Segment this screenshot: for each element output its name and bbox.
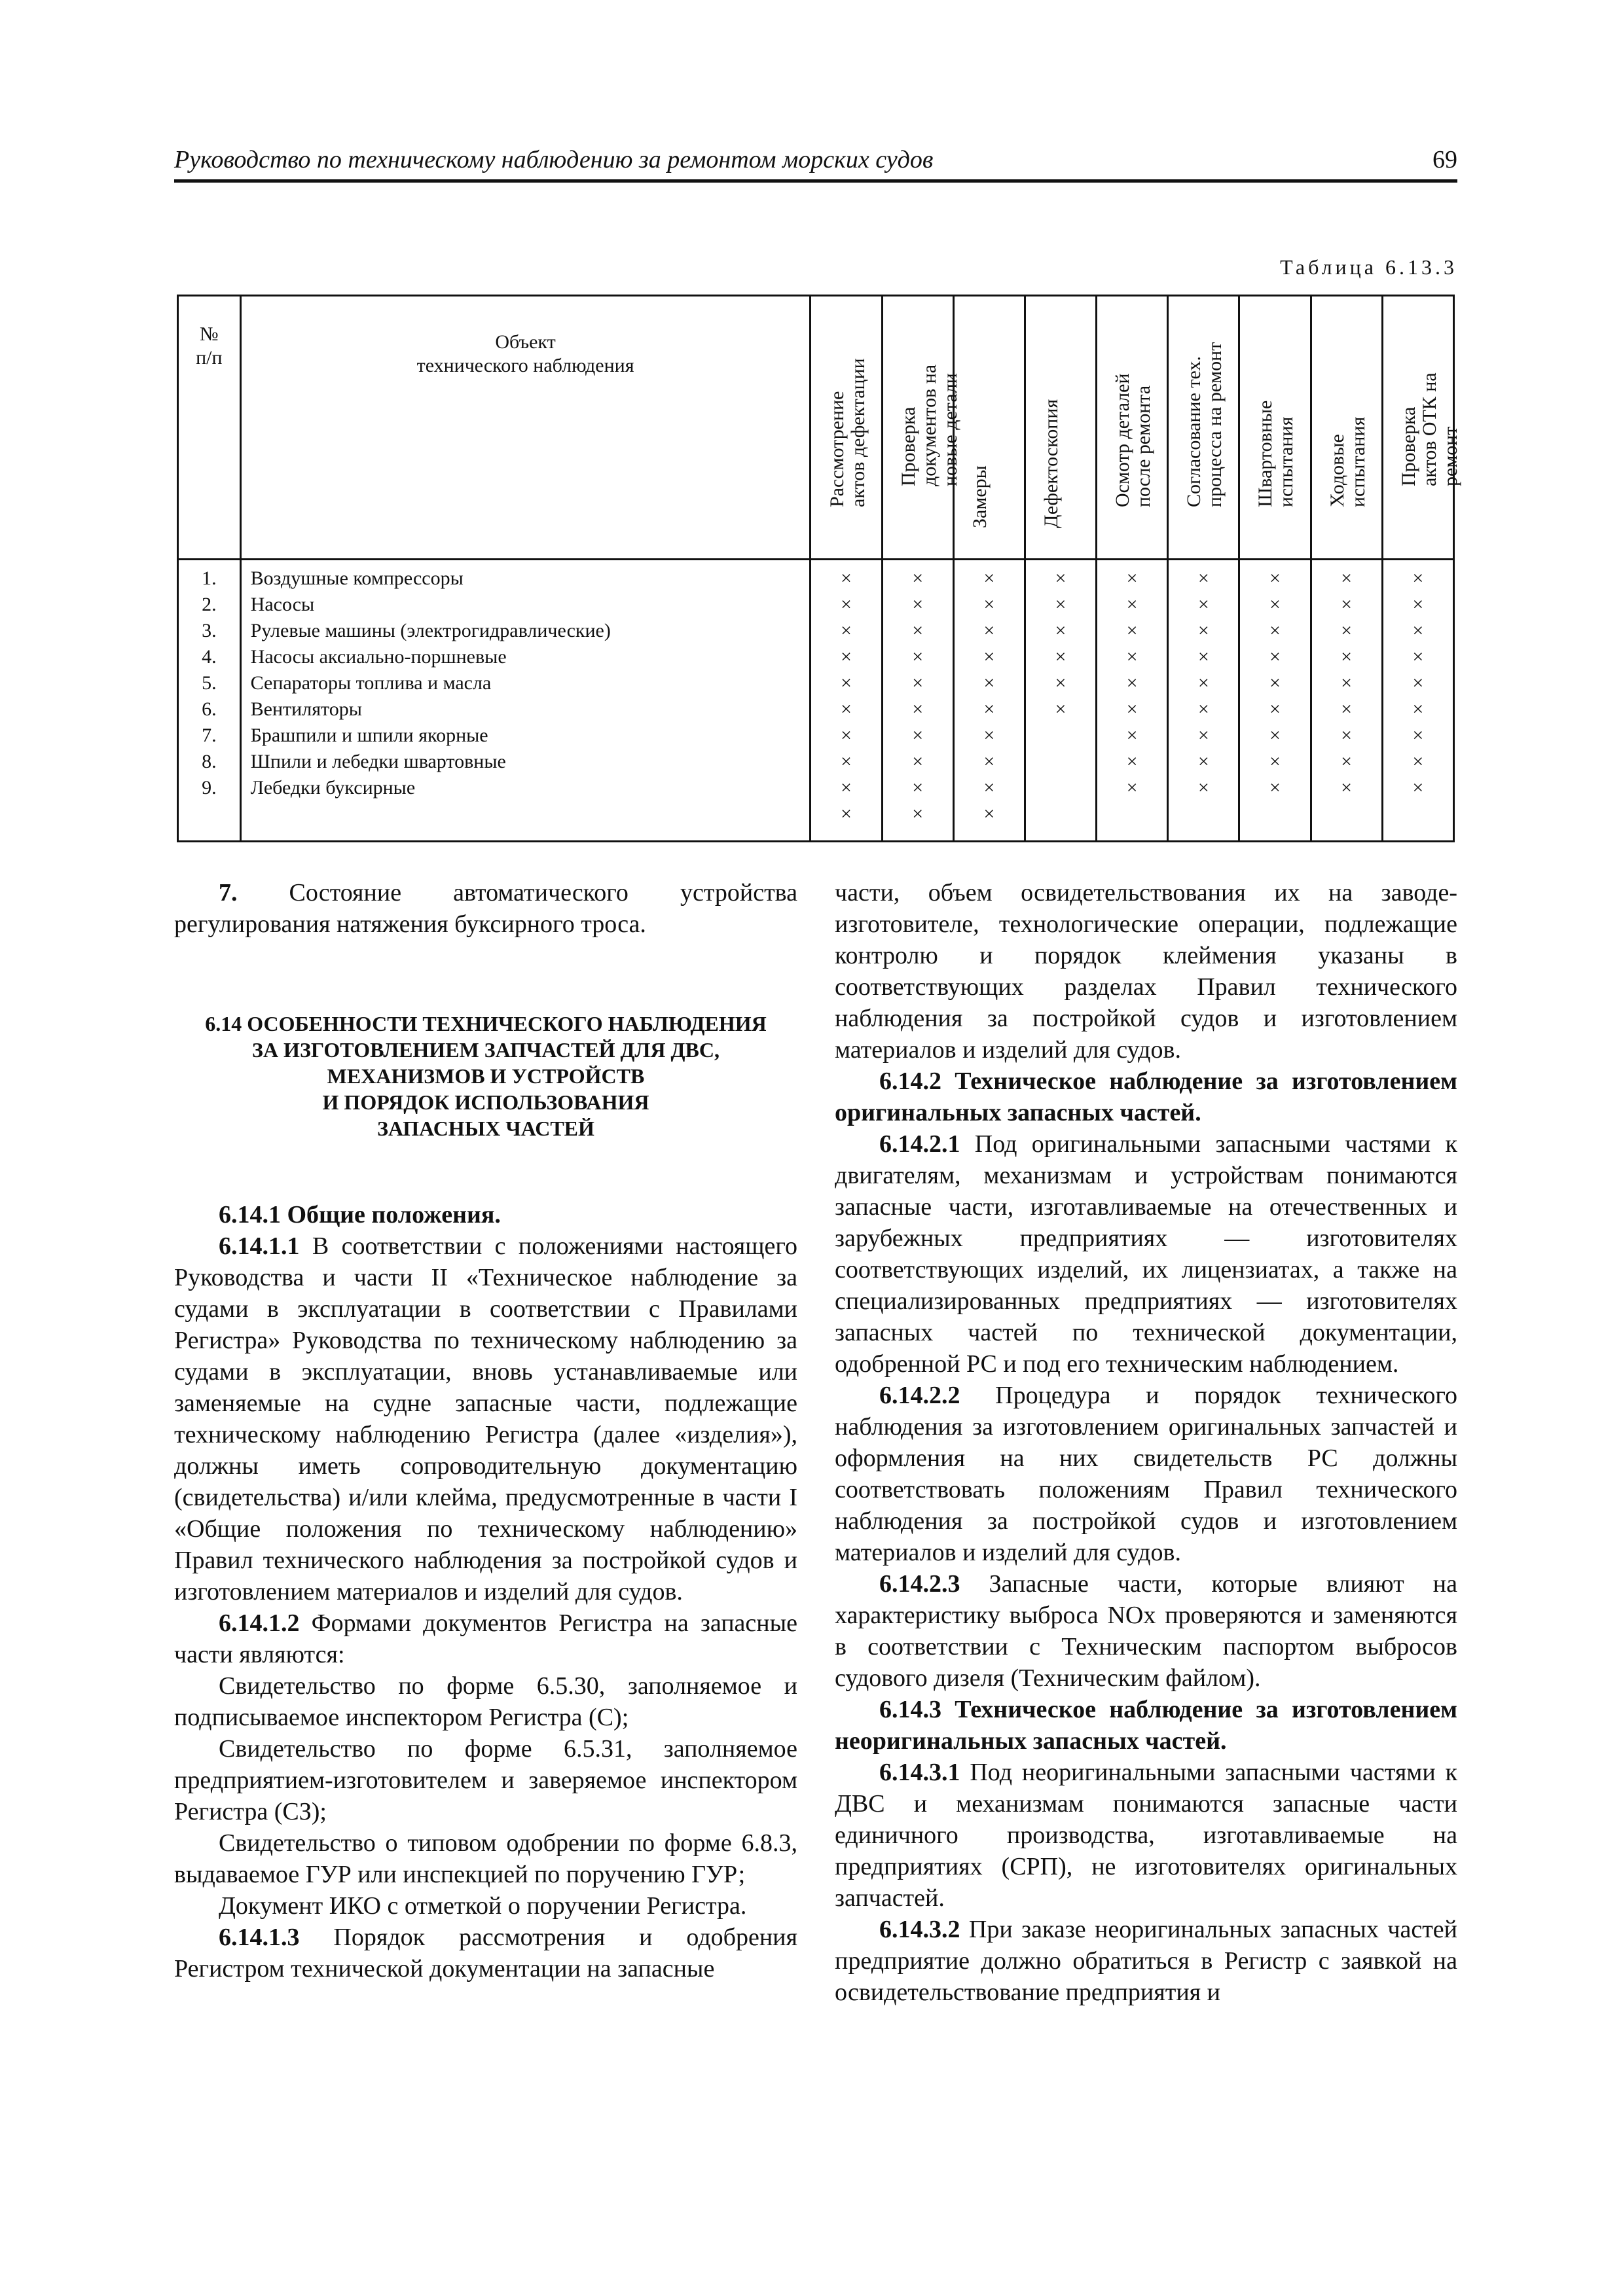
check-mark: ×	[1197, 620, 1209, 641]
mark-column	[1382, 560, 1453, 842]
check-mark: ×	[1341, 594, 1353, 615]
check-mark: ×	[1126, 725, 1138, 746]
check-mark: ×	[1412, 698, 1424, 720]
header-flaw-detection	[1025, 296, 1096, 560]
subsection-title-text: 6.14.1 Общие положения.	[219, 1201, 501, 1229]
header-object	[240, 296, 811, 560]
paragraph-6-14-2-1	[835, 1128, 1457, 1380]
check-mark: ×	[1197, 698, 1209, 720]
subsection-title-text: 6.14.3 Техническое наблюдение за изготовлением неоригинальных запасных частей.	[835, 1696, 1457, 1755]
check-mark: ×	[1055, 620, 1067, 641]
form-item: Свидетельство по форме 6.5.31, заполняемое предприятием-изготовителем и заверяемое инспектором Регистра (СЗ);	[174, 1735, 797, 1825]
header-line: новые детали	[939, 373, 961, 486]
header-number-line: п/п	[196, 347, 223, 368]
check-mark: ×	[1197, 672, 1209, 694]
check-mark: ×	[1126, 646, 1138, 668]
check-mark: ×	[912, 725, 924, 746]
row-number: 1.	[202, 567, 217, 589]
check-mark: ×	[983, 698, 995, 720]
check-mark: ×	[983, 672, 995, 694]
paragraph-text: Процедура и порядок технического наблюдения за изготовлением оригинальных запчастей и оформления на них свидетельств РС должны соответствовать положениям Правил технического наблюдения за постройкой судов и изготовлением материалов и изделий для судов.	[835, 1382, 1457, 1566]
check-mark: ×	[912, 567, 924, 589]
running-title: Руководство по техническому наблюдению за ремонтом морских судов	[174, 146, 934, 173]
header-line: актов ОТК на	[1418, 372, 1440, 486]
check-mark: ×	[1269, 751, 1281, 772]
check-mark: ×	[1341, 725, 1353, 746]
check-mark: ×	[983, 646, 995, 668]
check-mark: ×	[1269, 594, 1281, 615]
check-mark: ×	[841, 646, 852, 668]
item-text: Состояние автоматического устройства регулирования натяжения буксирного троса.	[174, 879, 797, 938]
section-heading-line: ЗАПАСНЫХ ЧАСТЕЙ	[377, 1117, 594, 1140]
row-number: 2.	[202, 594, 217, 615]
check-mark: ×	[912, 620, 924, 641]
check-mark: ×	[1055, 594, 1067, 615]
paragraph-text: При заказе неоригинальных запасных частей предприятие должно обратиться в Регистр с заявкой на освидетельствование предприятия и	[835, 1916, 1457, 2006]
subsection-title	[174, 1199, 797, 1230]
header-measurements	[953, 296, 1025, 560]
row-number: 3.	[202, 620, 217, 641]
paragraph-text: Формами документов Регистра на запасные части являются:	[174, 1609, 797, 1668]
check-mark: ×	[1412, 594, 1424, 615]
check-mark: ×	[1269, 567, 1281, 589]
header-sea-trials	[1311, 296, 1382, 560]
right-column	[835, 877, 1457, 2008]
check-mark: ×	[912, 646, 924, 668]
row-name: Рулевые машины (электрогидравлические)	[250, 620, 611, 641]
header-line: Осмотр деталей	[1112, 373, 1134, 507]
check-mark: ×	[841, 725, 852, 746]
check-mark: ×	[912, 698, 924, 720]
row-name: Насосы	[250, 594, 315, 615]
header-line: Швартовные	[1254, 400, 1277, 507]
subsection-title	[835, 1066, 1457, 1128]
header-line: ремонт	[1439, 426, 1461, 486]
inspection-table	[177, 295, 1461, 842]
check-mark: ×	[1197, 777, 1209, 798]
mark-column	[1168, 560, 1239, 842]
check-mark: ×	[912, 777, 924, 798]
check-mark: ×	[1341, 698, 1353, 720]
row-names-cell	[240, 560, 811, 842]
row-number: 8.	[202, 751, 217, 772]
paragraph-6-14-2-2	[835, 1380, 1457, 1568]
check-mark: ×	[1126, 698, 1138, 720]
row-number: 9.	[202, 777, 217, 798]
header-line: Рассмотрение	[826, 391, 848, 507]
check-mark: ×	[983, 751, 995, 772]
paragraph-6-14-3-1	[835, 1757, 1457, 1914]
paragraph-text: В соответствии с положениями настоящего Руководства и части II «Техническое наблюдение за судами в эксплуатации в соответствии с Правилами Регистра» Руководства по техническому наблюдению за судами в эксплуатации, вновь устанавливаемые или заменяемые на судне запасные части, подлежащие техническому наблюдению Регистра (далее «изделия»), должны иметь сопроводительную документацию (свидетельства) и/или клейма, предусмотренные в части I «Общие положения по техническому наблюдению» Правил технического наблюдения за постройкой судов и изготовлением материалов и изделий для судов.	[174, 1232, 797, 1605]
check-mark: ×	[1341, 672, 1353, 694]
check-mark: ×	[1055, 567, 1067, 589]
check-mark: ×	[1412, 646, 1424, 668]
check-mark: ×	[1269, 620, 1281, 641]
check-mark: ×	[841, 751, 852, 772]
check-mark: ×	[841, 698, 852, 720]
paragraph-text: Под оригинальными запасными частями к двигателям, механизмам и устройствам понимаются запасные части, изготавливаемые на отечественных и зарубежных предприятиях — изготовителях соответствующих изделий, их лицензиатах, а также на специализированных предприятиях — изготовителях запасных частей по технической документации, одобренной РС и под его техническим наблюдением.	[835, 1130, 1457, 1378]
header-otk-acts	[1382, 296, 1461, 560]
check-mark: ×	[1412, 672, 1424, 694]
paragraph-6-14-2-3	[835, 1568, 1457, 1694]
check-mark: ×	[1126, 594, 1138, 615]
page-number: 69	[1432, 146, 1457, 173]
paragraph-number: 6.14.2.2	[879, 1382, 960, 1409]
paragraph-text: Запасные части, которые влияют на характеристику выброса NOx проверяются и заменяются в соответствии с Техническим паспортом выбросов судового дизеля (Техническим файлом).	[835, 1570, 1457, 1692]
header-line: после ремонта	[1133, 385, 1155, 507]
paragraph-number: 6.14.1.1	[219, 1232, 300, 1260]
check-mark: ×	[1126, 777, 1138, 798]
continued-paragraph: части, объем освидетельствования их на заводе-изготовителе, технологические операции, подлежащие контролю и порядок клеймения указаны в соответствующих разделах Правил технического наблюдения за постройкой судов и изготовлением материалов и изделий для судов.	[835, 879, 1457, 1064]
header-line: Дефектоскопия	[1040, 399, 1062, 528]
header-defect-acts	[811, 296, 882, 560]
check-mark: ×	[1341, 751, 1353, 772]
header-line: Проверка	[897, 406, 919, 486]
section-heading-line: ЗА ИЗГОТОВЛЕНИЕМ ЗАПЧАСТЕЙ ДЛЯ ДВС,	[252, 1038, 720, 1062]
check-mark: ×	[1341, 777, 1353, 798]
mark-column	[1097, 560, 1168, 842]
row-number: 7.	[202, 725, 217, 746]
header-mooring-tests	[1239, 296, 1311, 560]
header-process-approval	[1168, 296, 1239, 560]
check-mark: ×	[1197, 646, 1209, 668]
paragraph-number: 6.14.3.1	[879, 1759, 960, 1786]
row-numbers-cell	[178, 560, 241, 842]
check-mark: ×	[1197, 594, 1209, 615]
paragraph-text: Порядок рассмотрения и одобрения Регистром технической документации на запасные	[174, 1924, 797, 1982]
check-mark: ×	[1269, 777, 1281, 798]
check-mark: ×	[983, 725, 995, 746]
check-mark: ×	[1412, 567, 1424, 589]
check-mark: ×	[912, 594, 924, 615]
header-rule	[174, 179, 1457, 183]
item-number: 7.	[219, 879, 238, 906]
check-mark: ×	[983, 567, 995, 589]
check-mark: ×	[1341, 567, 1353, 589]
paragraph-number: 6.14.1.2	[219, 1609, 300, 1637]
header-line: испытания	[1347, 416, 1369, 507]
table-body-row	[178, 560, 1454, 842]
row-number: 4.	[202, 646, 217, 668]
check-mark: ×	[1269, 646, 1281, 668]
check-mark: ×	[912, 803, 924, 825]
form-item: Свидетельство о типовом одобрении по форме 6.8.3, выдаваемое ГУР или инспекцией по поручению ГУР;	[174, 1829, 797, 1888]
check-mark: ×	[983, 594, 995, 615]
check-mark: ×	[841, 620, 852, 641]
running-header	[174, 137, 1457, 183]
row-name: Брашпили и шпили якорные	[250, 725, 488, 746]
check-mark: ×	[841, 672, 852, 694]
left-column	[174, 877, 797, 1984]
subsection-title-text: 6.14.2 Техническое наблюдение за изготовлением оригинальных запасных частей.	[835, 1067, 1457, 1126]
check-mark: ×	[1412, 725, 1424, 746]
form-item: Свидетельство по форме 6.5.30, заполняемое и подписываемое инспектором Регистра (С);	[174, 1672, 797, 1731]
check-mark: ×	[1269, 725, 1281, 746]
paragraph-number: 6.14.2.3	[879, 1570, 960, 1598]
section-heading-line: 6.14 ОСОБЕННОСТИ ТЕХНИЧЕСКОГО НАБЛЮДЕНИЯ	[205, 1012, 767, 1035]
form-item: Документ ИКО с отметкой о поручении Регистра.	[219, 1892, 747, 1920]
check-mark: ×	[1126, 567, 1138, 589]
check-mark: ×	[912, 751, 924, 772]
check-mark: ×	[841, 567, 852, 589]
check-mark: ×	[1412, 777, 1424, 798]
header-new-parts-docs	[882, 296, 961, 560]
paragraph-6-14-1-3	[174, 1922, 797, 1984]
check-mark: ×	[841, 803, 852, 825]
check-mark: ×	[983, 803, 995, 825]
check-mark: ×	[841, 777, 852, 798]
check-mark: ×	[1126, 751, 1138, 772]
paragraph-number: 6.14.3.2	[879, 1916, 960, 1943]
subsection-title	[835, 1694, 1457, 1757]
header-line: Ходовые	[1326, 434, 1348, 507]
table-caption: Таблица 6.13.3	[1280, 255, 1457, 279]
header-object-line: Объект	[495, 331, 556, 353]
row-name: Вентиляторы	[250, 698, 362, 720]
check-mark: ×	[1197, 567, 1209, 589]
table-header-row	[178, 296, 1454, 560]
header-line: испытания	[1275, 416, 1298, 507]
paragraph-6-14-3-2	[835, 1914, 1457, 2008]
row-name: Сепараторы топлива и масла	[250, 672, 492, 694]
check-mark: ×	[1055, 698, 1067, 720]
check-mark: ×	[1126, 672, 1138, 694]
check-mark: ×	[1197, 725, 1209, 746]
section-heading-line: МЕХАНИЗМОВ И УСТРОЙСТВ	[327, 1064, 645, 1088]
paragraph-number: 6.14.1.3	[219, 1924, 300, 1951]
check-mark: ×	[983, 620, 995, 641]
row-name: Воздушные компрессоры	[250, 567, 464, 589]
mark-column	[811, 560, 882, 842]
header-object-line: технического наблюдения	[416, 355, 634, 376]
header-line: Проверка	[1397, 406, 1419, 486]
header-line: Согласование тех.	[1183, 356, 1205, 507]
mark-column	[953, 560, 1025, 842]
row-number: 6.	[202, 698, 217, 720]
header-number	[178, 296, 241, 560]
check-mark: ×	[1055, 672, 1067, 694]
check-mark: ×	[1412, 751, 1424, 772]
header-line: процесса на ремонт	[1204, 342, 1226, 507]
check-mark: ×	[1197, 751, 1209, 772]
header-line: актов дефектации	[847, 358, 869, 507]
paragraph-number: 6.14.2.1	[879, 1130, 960, 1158]
mark-column	[1025, 560, 1096, 842]
mark-column	[1311, 560, 1382, 842]
mark-column	[1239, 560, 1311, 842]
header-line: документов на	[918, 364, 940, 486]
check-mark: ×	[1269, 672, 1281, 694]
row-name: Лебедки буксирные	[250, 777, 416, 798]
check-mark: ×	[1126, 620, 1138, 641]
check-mark: ×	[841, 594, 852, 615]
check-mark: ×	[1269, 698, 1281, 720]
section-heading	[174, 1011, 797, 1141]
header-number-line: №	[200, 323, 219, 345]
check-mark: ×	[1341, 620, 1353, 641]
row-number: 5.	[202, 672, 217, 694]
check-mark: ×	[983, 777, 995, 798]
paragraph-6-14-1-1	[174, 1230, 797, 1607]
check-mark: ×	[1055, 646, 1067, 668]
item-7-paragraph	[174, 877, 797, 940]
check-mark: ×	[1341, 646, 1353, 668]
row-name: Насосы аксиально-поршневые	[250, 646, 507, 668]
paragraph-text: Под неоригинальными запасными частями к ДВС и механизмам понимаются запасные части единичного производства, изготавливаемые на предприятиях (СРП), не изготовителях оригинальных запчастей.	[835, 1759, 1457, 1912]
header-line: Замеры	[968, 465, 991, 528]
header-parts-inspection	[1097, 296, 1168, 560]
paragraph-6-14-1-2	[174, 1607, 797, 1670]
mark-column	[882, 560, 953, 842]
check-mark: ×	[1412, 620, 1424, 641]
check-mark: ×	[912, 672, 924, 694]
row-name: Шпили и лебедки швартовные	[250, 751, 506, 772]
section-heading-line: И ПОРЯДОК ИСПОЛЬЗОВАНИЯ	[322, 1090, 649, 1114]
